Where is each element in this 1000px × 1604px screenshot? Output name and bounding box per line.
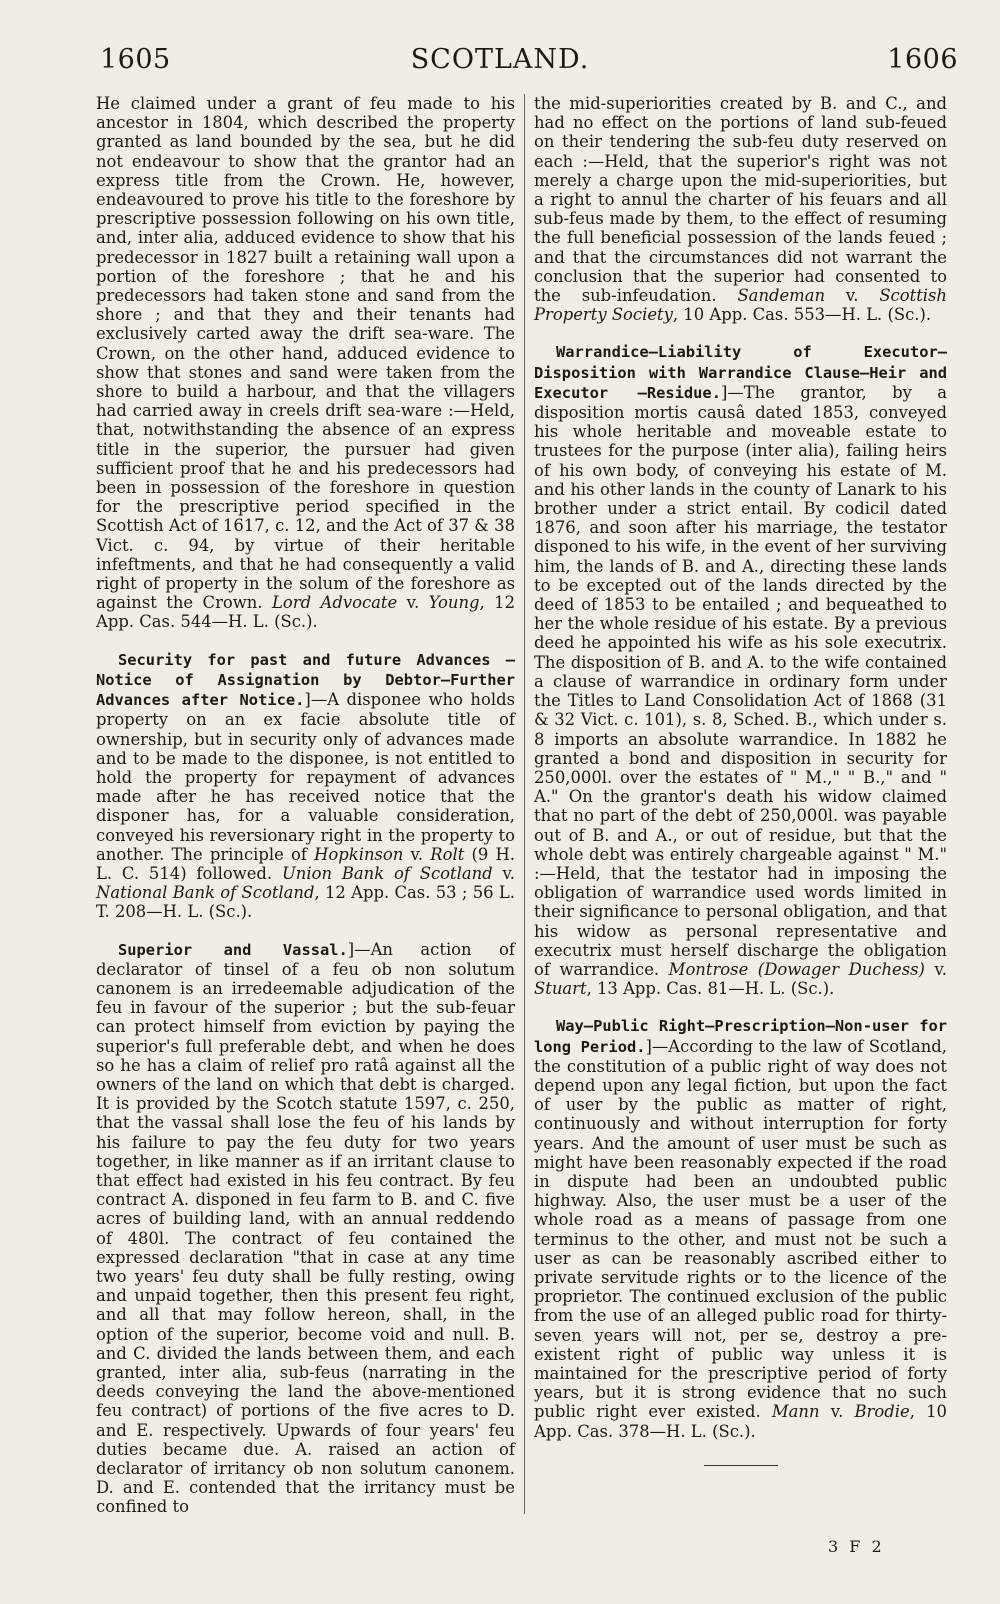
case-name: Lord Advocate <box>272 593 398 613</box>
entry-text: ]—An action of declarator of tinsel of a feu ob non solutum canonem is an irredeemable adjudication of the feu in favour of the superior ; but the sub-feuar can protect himself from eviction by paying the superior's full preferable debt, and when he does so he has a claim of relief pro ratâ against all the owners of the land on which that debt is charged. It is provided by the Scotch statute 1597, c. 250, that the vassal shall lose the feu of his lands by his failure to pay the feu duty for two years together, in like manner as if an irritant clause to that effect had existed in his feu contract. By feu contract A. disponed in feu farm to B. and C. five acres of building land, with an annual reddendo of 480l. The contract of feu contained the expressed declaration "that in case at any time two years' feu duty shall be fully resting, owing and unpaid together, then this present feu right, and all that may follow hereon, shall, in the option of the superior, become void and null. B. and C. divided the lands between them, and each granted, inter alia, sub-feus (narrating in the deeds conveying the land the above-mentioned feu contract) of portions of the five acres to D. and E. respectively. Upwards of four years' feu duties became due. A. raised an action of declarator of irritancy ob non solutum canonem. D. and E. contended that the irritancy must be confined to <box>96 939 515 1517</box>
case-name: Mann <box>771 1402 820 1422</box>
entry-heading: Superior and Vassal. <box>118 940 348 959</box>
versus: v. <box>924 959 948 979</box>
versus: v. <box>825 286 880 306</box>
section-separator <box>704 1465 778 1466</box>
continued-paragraph <box>534 94 947 324</box>
entry-heading: Way—Public Right—Prescription—Non-user for long Period. <box>534 1017 947 1056</box>
case-name: Sandeman <box>737 286 826 306</box>
running-title: SCOTLAND. <box>410 44 590 75</box>
case-name: Young <box>428 593 480 613</box>
citation: , 13 App. Cas. 81—H. L. (Sc.). <box>586 979 835 999</box>
paragraph-text: the mid-superiorities created by B. and C., and had no effect on the portions of land sub-feued on their tendering the sub-feu duty reserved on each :—Held, that the superior's right was not merely a charge upon the mid-superiorities, but a right to annul the charter of his feuars and all sub-feus made by them, to the effect of resuming the full beneficial possession of the lands feued ; and that the circumstances did not warrant the conclusion that the superior had consented to the sub-infeudation. <box>534 94 947 306</box>
case-name: National Bank of Scotland <box>96 883 315 903</box>
printer-signature: 3 F 2 <box>828 1537 885 1556</box>
citation: , 10 App. Cas. 553—H. L. (Sc.). <box>672 305 932 325</box>
entry-text: ]—A disponee who holds property on an ex facie absolute title of ownership, but in security only of advances made and to be made to the disponee, is not entitled to hold the property for repayment of advances made after he has received notice that the disponer has, for a valuable consideration, conveyed his reversionary right in the property to another. The principle of <box>96 690 515 864</box>
case-name: Montrose (Dowager Duchess) <box>668 959 925 979</box>
entry-superior-vassal <box>96 940 515 1517</box>
entry-heading: Security for past and future Advances — Notice of Assignation by Debtor—Further Advances after Notice. <box>96 650 515 710</box>
citation: , 12 App. Cas. 544—H. L. (Sc.). <box>96 593 515 632</box>
versus: v. <box>819 1402 855 1422</box>
right-column <box>534 94 947 1466</box>
versus: v. <box>492 863 516 883</box>
entry-heading: Warrandice—Liability of Executor—Disposition with Warrandice Clause—Heir and Executor —Residue. <box>534 343 947 402</box>
right-page-number: 1606 <box>887 44 958 75</box>
citation: (9 H. L. C. 514) followed. <box>96 844 515 883</box>
citation: , 12 App. Cas. 53 ; 56 L. T. 208—H. L. (Sc.). <box>96 883 515 922</box>
left-page-number: 1605 <box>100 44 171 75</box>
entry-way <box>534 1016 947 1440</box>
column-divider <box>524 94 525 1514</box>
case-name: Stuart <box>534 979 587 999</box>
versus: v. <box>397 593 429 613</box>
paragraph-text: He claimed under a grant of feu made to his ancestor in 1804, which described the property granted as land bounded by the sea, but he did not endeavour to show that the grantor had an express title from the Crown. He, however, endeavoured to prove his title to the foreshore by prescriptive possession following on his own title, and, inter alia, adduced evidence to show that his predecessor in 1827 built a retaining wall upon a portion of the foreshore ; that he and his predecessors had taken stone and sand from the shore ; and that they and their tenants had exclusively carted away the drift sea-ware. The Crown, on the other hand, adduced evidence to show that stones and sand were taken from the shore to build a harbour, and that the villagers had carried away in creels drift sea-ware :—Held, that, notwithstanding the absence of an express title in the superior, the pursuer had given sufficient proof that he and his predecessors had been in possession of the foreshore in question for the prescriptive period specified in the Scottish Act of 1617, c. 12, and the Act of 37 & 38 Vict. c. 94, by virtue of their heritable infeftments, and that he had consequently a valid right of property in the solum of the foreshore as against the Crown. <box>96 94 515 613</box>
continued-paragraph <box>96 94 515 632</box>
entry-warrandice <box>534 342 947 998</box>
case-name: Rolt <box>430 844 465 864</box>
versus: v. <box>403 844 431 864</box>
entry-text: ]—The grantor, by a disposition mortis causâ dated 1853, conveyed his whole heritable and moveable estate to trustees for the purpose (inter alia), failing heirs of his own body, of conveying his estate of M. and his other lands in the county of Lanark to his brother under a strict entail. By codicil dated 1876, and soon after his marriage, the testator disponed to his wife, in the event of her surviving him, the lands of B. and A., directing these lands to be excepted out of the lands directed by the deed of 1853 to be entailed ; and bequeathed to her the whole residue of his estate. By a previous deed he appointed his wife as his sole executrix. The disposition of B. and A. to the wife contained a clause of warrandice in ordinary form under the Titles to Land Consolidation Act of 1868 (31 & 32 Vict. c. 101), s. 8, Sched. B., which under s. 8 imports an absolute warrandice. In 1882 he granted a bond and disposition in security for 250,000l. over the estates of " M.," " B.," and " A." On the grantor's death his widow claimed that no part of the debt of 250,000l. was payable out of B. and A., or out of residue, but that the whole debt was entirely chargeable against " M." :—Held, that the testator had in imposing the obligation of warrandice used words limited in their significance to personal obligation, and that his widow as personal representative and executrix must herself discharge the obligation of warrandice. <box>534 382 947 979</box>
entry-text: ]—According to the law of Scotland, the constitution of a public right of way does not depend upon any legal fiction, but upon the fact of user by the public as matter of right, continuously and without interruption for forty years. And the amount of user must be such as might have been reasonably expected if the road in dispute had been an undoubted public highway. Also, the user must be a user of the whole road as a means of passage from one terminus to the other, and must not be such a user as can be reasonably ascribed either to private servitude rights or to the licence of the proprietor. The continued exclusion of the public from the use of an alleged public road for thirty-seven years will not, per se, destroy a pre-existent right of public way unless it is maintained for the prescriptive period of forty years, but it is strong evidence that no such public right ever existed. <box>534 1036 947 1422</box>
case-name: Hopkinson <box>314 844 404 864</box>
citation: , 10 App. Cas. 378—H. L. (Sc.). <box>534 1402 947 1441</box>
case-name: Brodie <box>854 1402 910 1422</box>
entry-security <box>96 650 515 922</box>
case-name: Union Bank of Scotland <box>281 863 493 883</box>
case-name: Scottish Property Society <box>534 286 947 325</box>
left-column <box>96 94 515 1535</box>
